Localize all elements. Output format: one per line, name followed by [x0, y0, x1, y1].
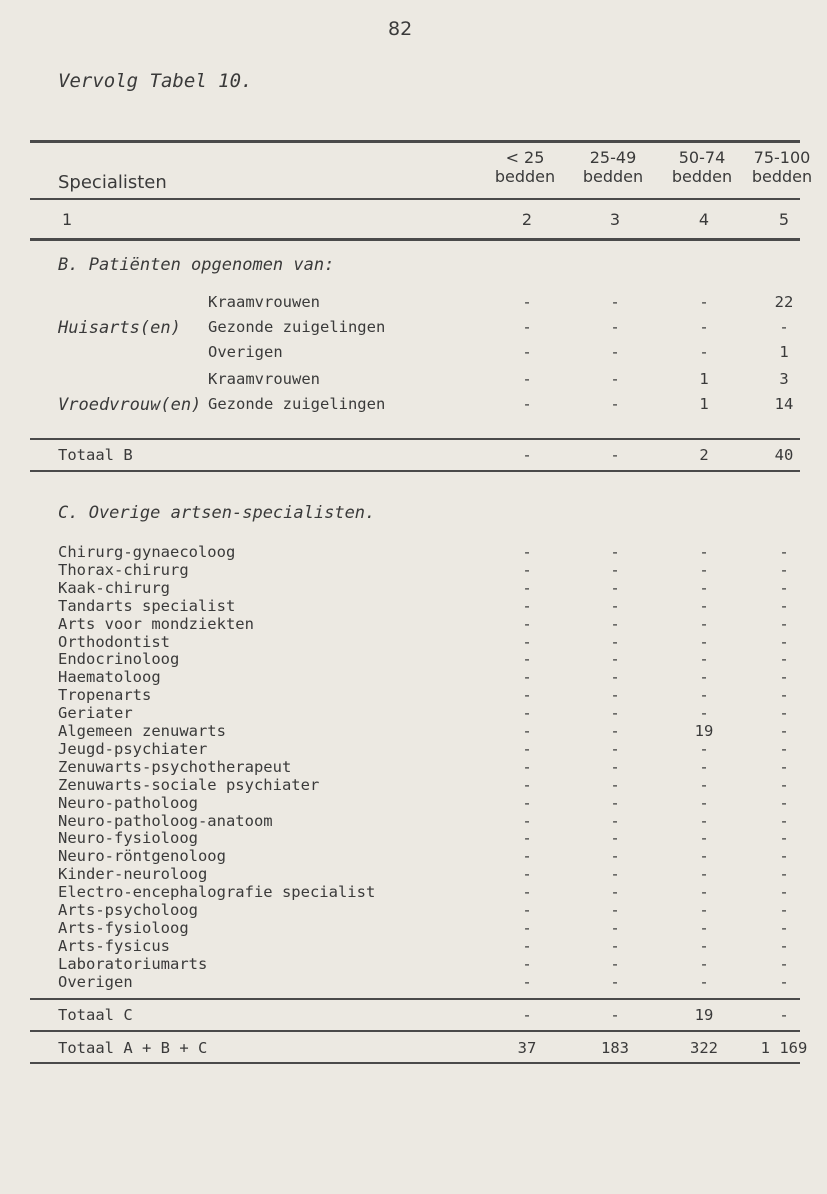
section-c-row-value-2: - [610, 560, 620, 579]
section-c-row-label: Neuro-fysioloog [58, 829, 198, 848]
section-c-row-value-4: - [779, 560, 789, 579]
section-c-row-label: Algemeen zenuwarts [58, 722, 226, 740]
section-c-row-label: Overigen [58, 972, 133, 991]
section-c-row-value-1: - [522, 954, 532, 973]
section-b-row-label: Gezonde zuigelingen [208, 318, 386, 336]
header-bottom-rule [30, 238, 800, 241]
section-c-row-value-3: - [699, 811, 709, 830]
section-c-row-value-4: - [779, 578, 789, 597]
section-c-row-value-4: - [779, 757, 789, 776]
section-c-row-value-2: - [610, 704, 620, 723]
section-c-row-label: Zenuwarts-sociale psychiater [58, 775, 320, 794]
section-c-row-value-1: - [522, 650, 532, 669]
section-b-row-value-1: - [522, 343, 532, 361]
header-rule [30, 198, 800, 200]
section-c-row-value-1: - [522, 829, 532, 848]
section-c-row-label: Tropenarts [58, 686, 152, 705]
section-c-row-value-1: - [522, 865, 532, 884]
section-c-row-value-3: - [699, 918, 709, 937]
section-c-row-value-1: - [522, 972, 532, 991]
section-c-row-value-2: - [610, 954, 620, 973]
section-c-row-value-4: - [779, 865, 789, 884]
col-number-1: 1 [62, 210, 73, 229]
section-c-row-value-2: - [610, 811, 620, 830]
section-c-row-label: Neuro-patholoog [58, 793, 198, 812]
col-header-2-range: 25-49 [589, 148, 637, 167]
col-header-4 [737, 148, 827, 186]
section-c-row-value-1: - [522, 543, 532, 561]
section-c-row-value-2: - [610, 829, 620, 848]
section-b-row-value-2: - [610, 343, 620, 361]
section-c-row-value-4: - [779, 632, 789, 651]
section-b-row-label: Overigen [208, 343, 283, 361]
section-c-row-value-2: - [610, 936, 620, 955]
section-c-row-value-3: - [699, 596, 709, 615]
col-header-1-range: < 25 [505, 148, 545, 167]
specialisten-header: Specialisten [58, 172, 167, 193]
section-c-row-value-3: - [699, 632, 709, 651]
section-c-row-label: Orthodontist [58, 632, 170, 651]
col-number-2: 2 [521, 210, 533, 229]
section-c-row-value-1: - [522, 632, 532, 651]
page-number: 82 [388, 18, 413, 40]
total-c-value-1: - [522, 1006, 532, 1024]
col-header-1 [480, 148, 570, 186]
grand-total-label: Totaal A + B + C [58, 1039, 208, 1057]
section-b-row-value-3: 1 [699, 370, 709, 388]
section-b-row-value-3: - [699, 343, 709, 361]
section-c-row-value-4: - [779, 918, 789, 937]
section-c-row-value-1: - [522, 560, 532, 579]
section-b-row-value-2: - [610, 318, 620, 336]
section-c-row-value-1: - [522, 883, 532, 902]
section-c-row-value-3: - [699, 739, 709, 758]
section-c-row-value-2: - [610, 632, 620, 651]
section-c-row-value-4: - [779, 954, 789, 973]
section-b-row-value-1: - [522, 370, 532, 388]
grand-total-value-3: 322 [690, 1039, 718, 1057]
section-b-row-value-4: 1 [779, 343, 789, 361]
section-c-total-rule [30, 998, 800, 1000]
section-c-row-value-2: - [610, 847, 620, 866]
section-c-row-value-1: - [522, 847, 532, 866]
section-c-row-value-4: - [779, 704, 789, 723]
section-c-row-value-4: - [779, 775, 789, 794]
section-c-row-value-1: - [522, 722, 532, 740]
grand-total-value-4: 1 169 [760, 1039, 808, 1057]
section-c-row-label: Endocrinoloog [58, 650, 180, 669]
section-c-row-value-3: - [699, 972, 709, 991]
section-c-row-value-1: - [522, 775, 532, 794]
col-header-2-unit: bedden [582, 167, 644, 186]
section-c-row-value-1: - [522, 704, 532, 723]
col-number-3: 3 [609, 210, 621, 229]
section-c-row-value-1: - [522, 811, 532, 830]
section-c-row-label: Arts voor mondziekten [58, 614, 254, 633]
section-c-row-value-4: - [779, 686, 789, 705]
section-b-row-label: Gezonde zuigelingen [208, 395, 386, 413]
section-b-row-value-2: - [610, 293, 620, 311]
section-c-row-label: Chirurg-gynaecoloog [58, 543, 236, 561]
total-c-value-3: 19 [694, 1006, 714, 1024]
section-c-row-value-1: - [522, 936, 532, 955]
section-c-row-value-2: - [610, 972, 620, 991]
section-c-row-value-2: - [610, 596, 620, 615]
section-c-row-value-1: - [522, 578, 532, 597]
section-c-row-value-2: - [610, 739, 620, 758]
section-b-row-value-4: - [779, 318, 789, 336]
col-header-1-unit: bedden [494, 167, 556, 186]
total-c-value-4: - [779, 1006, 789, 1024]
col-header-4-unit: bedden [751, 167, 813, 186]
section-c-row-value-1: - [522, 918, 532, 937]
section-c-row-value-2: - [610, 901, 620, 919]
section-c-row-value-3: - [699, 668, 709, 687]
section-c-row-value-2: - [610, 668, 620, 687]
section-c-bottom-rule [30, 1030, 800, 1032]
section-c-row-value-4: - [779, 936, 789, 955]
total-b-value-4: 40 [774, 446, 794, 464]
total-b-value-2: - [610, 446, 620, 464]
section-c-row-value-3: - [699, 793, 709, 812]
section-c-row-label: Thorax-chirurg [58, 560, 189, 579]
total-c-value-2: - [610, 1006, 620, 1024]
section-c-row-value-2: - [610, 578, 620, 597]
section-c-row-value-3: - [699, 704, 709, 723]
section-c-row-value-4: - [779, 543, 789, 561]
section-b-row-value-1: - [522, 395, 532, 413]
grand-total-value-1: 37 [517, 1039, 537, 1057]
section-c-row-value-2: - [610, 543, 620, 561]
section-c-row-value-4: - [779, 650, 789, 669]
section-c-row-value-2: - [610, 793, 620, 812]
section-c-row-value-2: - [610, 722, 620, 740]
section-b-bottom-rule [30, 470, 800, 472]
section-c-row-value-3: - [699, 865, 709, 884]
section-c-row-label: Jeugd-psychiater [58, 739, 208, 758]
grand-total-value-2: 183 [601, 1039, 629, 1057]
section-c-row-value-3: - [699, 883, 709, 902]
section-c-row-value-1: - [522, 793, 532, 812]
section-c-row-value-4: - [779, 972, 789, 991]
section-c-row-value-1: - [522, 901, 532, 919]
total-b-value-3: 2 [699, 446, 709, 464]
section-c-row-value-3: - [699, 560, 709, 579]
continuation-title: Vervolg Tabel 10. [58, 70, 253, 92]
section-c-row-value-3: - [699, 829, 709, 848]
section-b-row-value-3: 1 [699, 395, 709, 413]
section-c-row-value-4: - [779, 847, 789, 866]
section-c-row-value-2: - [610, 614, 620, 633]
section-c-row-value-4: - [779, 596, 789, 615]
section-b-row-value-3: - [699, 318, 709, 336]
section-c-row-value-3: - [699, 578, 709, 597]
section-c-row-value-2: - [610, 686, 620, 705]
section-c-row-value-3: - [699, 954, 709, 973]
section-c-row-value-1: - [522, 614, 532, 633]
section-c-title: C. Overige artsen-specialisten. [58, 503, 376, 523]
section-c-row-label: Arts-psycholoog [58, 901, 198, 919]
table-bottom-rule [30, 1062, 800, 1064]
section-b-row-value-4: 22 [774, 293, 794, 311]
section-c-row-value-4: - [779, 829, 789, 848]
section-c-row-label: Neuro-röntgenoloog [58, 847, 226, 866]
section-b-row-value-3: - [699, 293, 709, 311]
section-c-row-label: Kinder-neuroloog [58, 865, 208, 884]
col-header-3-range: 50-74 [678, 148, 726, 167]
col-number-4: 4 [698, 210, 710, 229]
section-c-row-value-1: - [522, 686, 532, 705]
section-b-row-value-1: - [522, 293, 532, 311]
section-c-row-value-4: - [779, 668, 789, 687]
section-c-row-value-3: - [699, 686, 709, 705]
section-b-row-label: Kraamvrouwen [208, 293, 320, 311]
total-b-label: Totaal B [58, 446, 133, 464]
group-label-huisarts: Huisarts(en) [58, 318, 181, 338]
section-c-row-value-4: - [779, 614, 789, 633]
section-c-row-value-2: - [610, 757, 620, 776]
section-b-row-label: Kraamvrouwen [208, 370, 320, 388]
section-c-row-label: Neuro-patholoog-anatoom [58, 811, 273, 830]
section-c-row-value-4: - [779, 901, 789, 919]
section-c-row-value-2: - [610, 775, 620, 794]
section-c-row-label: Geriater [58, 704, 133, 723]
section-c-row-value-1: - [522, 596, 532, 615]
section-c-row-label: Haematoloog [58, 668, 161, 687]
section-b-row-value-2: - [610, 370, 620, 388]
section-b-row-value-4: 14 [774, 395, 794, 413]
group-label-vroedvrouw: Vroedvrouw(en) [58, 395, 202, 415]
section-b-total-rule [30, 438, 800, 440]
section-c-row-value-4: - [779, 739, 789, 758]
section-c-row-label: Laboratoriumarts [58, 954, 208, 973]
col-header-4-range: 75-100 [753, 148, 811, 167]
section-c-row-value-3: - [699, 847, 709, 866]
section-c-row-label: Electro-encephalografie specialist [58, 883, 376, 902]
section-c-row-value-4: - [779, 793, 789, 812]
section-c-row-value-3: - [699, 901, 709, 919]
section-c-row-value-3: - [699, 775, 709, 794]
col-number-5: 5 [778, 210, 790, 229]
section-c-row-value-4: - [779, 883, 789, 902]
section-c-row-label: Kaak-chirurg [58, 578, 170, 597]
section-c-row-value-2: - [610, 883, 620, 902]
section-c-row-label: Arts-fysicus [58, 936, 170, 955]
section-c-row-value-4: - [779, 722, 789, 740]
section-c-row-value-3: - [699, 757, 709, 776]
section-b-row-value-2: - [610, 395, 620, 413]
section-c-row-value-3: - [699, 543, 709, 561]
section-c-row-value-3: 19 [694, 722, 714, 740]
section-c-row-value-3: - [699, 936, 709, 955]
section-c-row-value-2: - [610, 650, 620, 669]
table-top-rule [30, 140, 800, 143]
section-c-row-value-1: - [522, 739, 532, 758]
section-b-row-value-1: - [522, 318, 532, 336]
section-b-title: B. Patiënten opgenomen van: [58, 255, 335, 275]
col-header-3-unit: bedden [671, 167, 733, 186]
section-b-row-value-4: 3 [779, 370, 789, 388]
section-c-row-label: Tandarts specialist [58, 596, 236, 615]
section-c-row-value-3: - [699, 614, 709, 633]
section-c-row-value-2: - [610, 865, 620, 884]
total-b-value-1: - [522, 446, 532, 464]
col-header-2 [568, 148, 658, 186]
col-header-3 [657, 148, 747, 186]
section-c-row-value-1: - [522, 757, 532, 776]
section-c-row-label: Zenuwarts-psychotherapeut [58, 757, 292, 776]
section-c-row-value-3: - [699, 650, 709, 669]
section-c-row-value-4: - [779, 811, 789, 830]
section-c-row-value-2: - [610, 918, 620, 937]
total-c-label: Totaal C [58, 1006, 133, 1024]
section-c-row-label: Arts-fysioloog [58, 918, 189, 937]
section-c-row-value-1: - [522, 668, 532, 687]
